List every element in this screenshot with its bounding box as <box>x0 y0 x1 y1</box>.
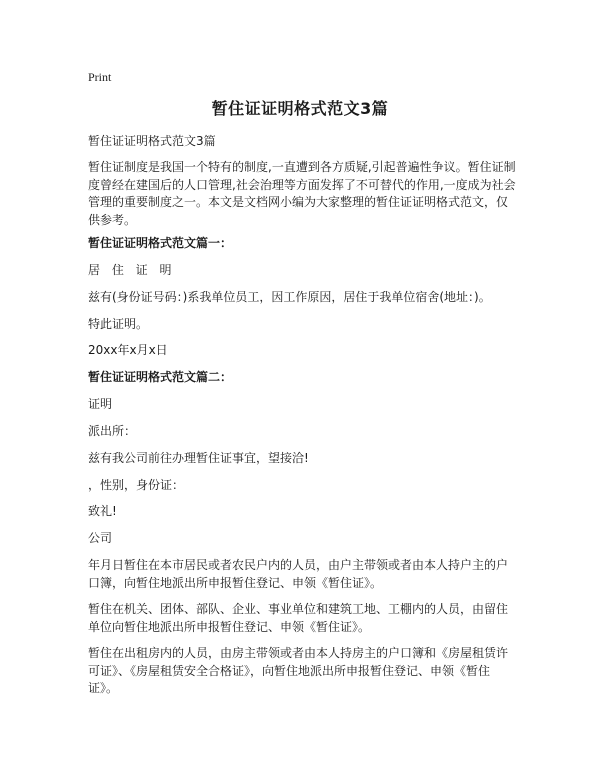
proof-title: 证明 <box>88 397 113 411</box>
certificate-date: 20xx年x月x日 <box>88 343 168 357</box>
certificate-title: 居 住 证 明 <box>88 263 176 277</box>
rule-paragraph-1: 年月日暂住在本市居民或者农民户内的人员，由户主带领或者由本人持户主的户口簿，向暂住地派出所申报暂住登记、申领《暂住证》。 <box>88 558 509 590</box>
certificate-closing: 特此证明。 <box>88 317 149 331</box>
section2-heading: 暂住证证明格式范文篇二： <box>88 370 233 384</box>
id-info-line: ，性别，身份证： <box>88 478 185 492</box>
salutation-line: 致礼! <box>88 504 117 518</box>
page-title: 暂住证证明格式范文3篇 <box>211 99 389 118</box>
section1-heading: 暂住证证明格式范文篇一： <box>88 236 233 250</box>
subtitle: 暂住证证明格式范文3篇 <box>88 134 216 148</box>
company-line: 公司 <box>88 531 113 545</box>
rule-paragraph-3: 暂住在出租房内的人员，由房主带领或者由本人持房主的户口簿和《房屋租赁许可证》、《房屋租赁安全合格证》，向暂住地派出所申报暂住登记、申领《暂住证》。 <box>88 646 509 695</box>
request-line: 兹有我公司前往办理暂住证事宜，望接洽! <box>88 451 309 465</box>
intro-paragraph: 暂住证制度是我国一个特有的制度,一直遭到各方质疑,引起普遍性争议。暂住证制度曾经在建国后的人口管理,社会治理等方面发挥了不可替代的作用,一度成为社会管理的重要制度之一。本文是文档网小编为大家整理的暂住证证明格式范文，仅供参考。 <box>88 160 516 227</box>
print-label[interactable]: Print <box>88 70 112 84</box>
police-station-line: 派出所： <box>88 424 137 438</box>
rule-paragraph-2: 暂住在机关、团体、部队、企业、事业单位和建筑工地、工棚内的人员，由留住单位向暂住地派出所申报暂住登记、申领《暂住证》。 <box>88 602 509 634</box>
certificate-body: 兹有(身份证号码：)系我单位员工，因工作原因，居住于我单位宿舍(地址：)。 <box>88 290 491 304</box>
